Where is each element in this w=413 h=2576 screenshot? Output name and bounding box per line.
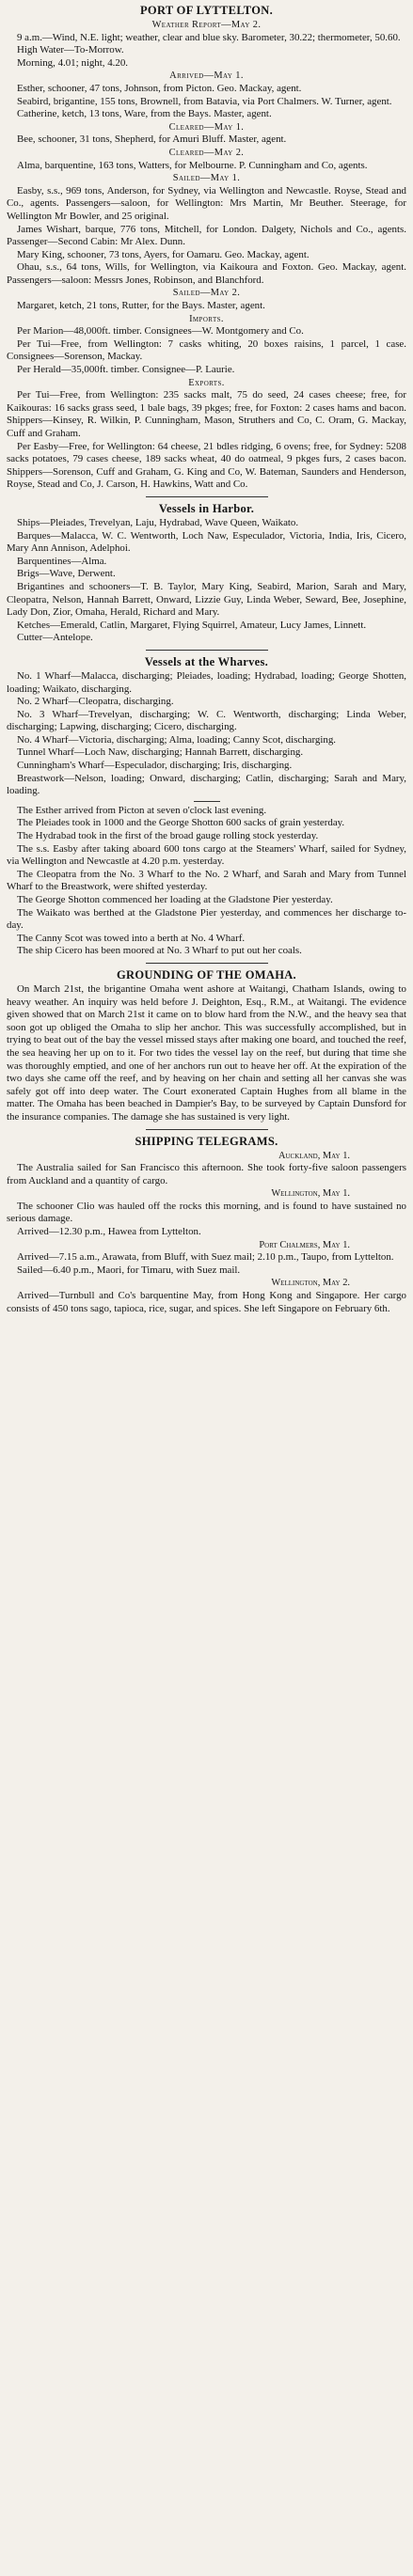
paragraph: Per Tui—Free, from Wellington: 235 sacks malt, 75 do seed, 24 cases cheese; free, for Kaikouras: 16 sacks grass seed, 1 bale bags, 39 pkges; free, for Foxton: 2 cases hams and bacon. Shippers—Kinsey, R. Wilkin, P. Cunningham, Mason, Struthers and Co, C. Oram, G. Mackay, Cuff and Graham.	[7, 389, 406, 439]
paragraph: Breastwork—Nelson, loading; Onward, discharging; Catlin, discharging; Sarah and Mary, loading.	[7, 772, 406, 797]
paragraph: Cutter—Antelope.	[17, 632, 93, 644]
section-heading: Vessels at the Wharves.	[144, 654, 269, 668]
paragraph: Sailed—6.40 p.m., Maori, for Timaru, with Suez mail.	[17, 1264, 241, 1276]
subheading: Cleared—May 2.	[168, 147, 245, 158]
paragraph: The Pleiades took in 1000 and the George Shotton 600 sacks of grain yesterday.	[17, 817, 345, 829]
subheading: Sailed—May 1.	[172, 173, 241, 184]
paragraph: No. 2 Wharf—Cleopatra, discharging.	[17, 696, 174, 708]
paragraph: The George Shotton commenced her loading at the Gladstone Pier yesterday.	[17, 894, 333, 905]
paragraph: Bee, schooner, 31 tons, Shepherd, for Amuri Bluff. Master, agent.	[17, 134, 287, 146]
paragraph: Margaret, ketch, 21 tons, Rutter, for the Bays. Master, agent.	[17, 300, 265, 312]
section-heading: Vessels in Harbor.	[158, 501, 255, 515]
paragraph: Easby, s.s., 969 tons, Anderson, for Sydney, via Wellington and Newcastle. Royse, Stead and Co., agents. Passengers—saloon, for Wellington: Mrs Martin, Mr Beuther. Steerage, for Wellington Mr Bowler, and 25 original.	[7, 184, 406, 222]
subheading: Exports.	[188, 377, 225, 388]
paragraph: The Hydrabad took in the first of the broad gauge rolling stock yesterday.	[17, 830, 319, 842]
paragraph: Seabird, brigantine, 155 tons, Brownell, from Batavia, via Port Chalmers. W. Turner, agent.	[17, 95, 392, 107]
paragraph: 9 a.m.—Wind, N.E. light; weather, clear and blue sky. Barometer, 30.22; thermometer, 50.60.	[17, 31, 401, 43]
paragraph: The ship Cicero has been moored at No. 3 Wharf to put out her coals.	[17, 945, 302, 957]
paragraph: On March 21st, the brigantine Omaha went ashore at Waitangi, Chatham Islands, owing to heavy weather. An inquiry was held before J. Deighton, Esq., R.M., at Waitangi. The evidence given showed that on March 21st it came on to blow hard from the N.W., and the heavy sea that soon got up obliged the Omaha to slip her anchor. This was successfully accomplished, but in trying to beat out of the bay the vessel missed stays after making one board, and touched the reef, the sea heaving her up on to it. For two tides the vessel lay on the reef, but during that time she was thoroughly emptied, and one of her anchors run out to heave her off. At the expiration of the two days she came off the reef, and by heaving on her chain and setting all her canvas she was safely got off into deep water. The Court exonerated Captain Hughes from all blame in the matter. The Omaha has been beached in Dampier's Bay, to be surveyed by Captain Dunsford for the insurance companies. The damage she has sustained is very light.	[7, 982, 406, 1123]
dateline: Auckland, May 1.	[278, 1150, 350, 1161]
paragraph: No. 3 Wharf—Trevelyan, discharging; W. C. Wentworth, discharging; Linda Weber, discharging; Lapwing, discharging; Cicero, discharging.	[7, 708, 406, 733]
subheading: Arrived—May 1.	[169, 71, 244, 82]
paragraph: The Cleopatra from the No. 3 Wharf to the No. 2 Wharf, and Sarah and Mary from Tunnel Wharf to the Breastwork, were shifted yesterday.	[7, 868, 406, 893]
paragraph: The Canny Scot was towed into a berth at No. 4 Wharf.	[17, 932, 246, 944]
paragraph: Per Easby—Free, for Wellington: 64 cheese, 21 bdles ridging, 6 ovens; free, for Sydney: 5208 sacks potatoes, 79 cases cheese, 189 sacks wheat, 40 do oatmeal, 9 pkges furs, 2 cases bacon. Shippers—Sorenson, Cuff and Graham, G. King and Co, W. Bateman, Saunders and Henderson, Royse, Stead and Co, J. Carson, H. Hawkins, Watt and Co.	[7, 440, 406, 491]
subheading: Cleared—May 1.	[168, 121, 245, 133]
divider-rule	[146, 963, 268, 964]
paragraph: Cunningham's Wharf—Especulador, discharging; Iris, discharging.	[17, 760, 293, 772]
subheading: Weather Report—May 2.	[151, 20, 262, 30]
article-section	[7, 963, 406, 1124]
paragraph: Ohau, s.s., 64 tons, Wills, for Wellington, via Kaikoura and Foxton. Geo. Mackay, agent. Passengers—saloon: Messrs Jones, Robinson, and Blanchford.	[7, 261, 406, 286]
paragraph: Per Herald—35,000ft. timber. Consignee—P. Laurie.	[17, 364, 235, 376]
paragraph: Tunnel Wharf—Loch Naw, discharging; Hannah Barrett, discharging.	[17, 746, 304, 759]
paragraph: The Australia sailed for San Francisco this afternoon. She took forty-five saloon passengers from Auckland and a quantity of cargo.	[7, 1162, 406, 1186]
paragraph: Brigs—Wave, Derwent.	[17, 568, 116, 580]
divider-rule	[146, 496, 268, 497]
article-section	[7, 1129, 406, 1316]
paragraph: Alma, barquentine, 163 tons, Watters, for Melbourne. P. Cunningham and Co, agents.	[17, 159, 368, 171]
paragraph: The schooner Clio was hauled off the rocks this morning, and is found to have sustained no serious damage.	[7, 1200, 406, 1225]
paragraph: Ships—Pleiades, Trevelyan, Laju, Hydrabad, Wave Queen, Waikato.	[17, 516, 299, 528]
subheading: Sailed—May 2.	[172, 288, 241, 299]
paragraph: The Esther arrived from Picton at seven o'clock last evening.	[17, 804, 267, 816]
dateline: Port Chalmers, May 1.	[259, 1239, 350, 1250]
paragraph: No. 1 Wharf—Malacca, discharging; Pleiades, loading; Hydrabad, loading; George Shotten, loading; Waikato, discharging.	[7, 669, 406, 695]
paragraph: Arrived—Turnbull and Co's barquentine May, from Hong Kong and Singapore. Her cargo consists of 450 tons sago, tapioca, rice, sugar, and spices. She left Singapore on February 6th.	[7, 1290, 406, 1314]
paragraph: Barques—Malacca, W. C. Wentworth, Loch Naw, Especulador, Victoria, India, Iris, Cicero, Mary Ann Annison, Adelphoi.	[7, 529, 406, 555]
paragraph: Arrived—7.15 a.m., Arawata, from Bluff, with Suez mail; 2.10 p.m., Taupo, from Lyttelton.	[17, 1251, 394, 1264]
dateline: Wellington, May 2.	[271, 1278, 350, 1289]
divider-rule	[194, 801, 220, 802]
paragraph: Arrived—12.30 p.m., Hawea from Lyttelton.	[17, 1226, 201, 1238]
paragraph: Mary King, schooner, 73 tons, Ayers, for Oamaru. Geo. Mackay, agent.	[17, 248, 310, 260]
article-section	[7, 3, 406, 492]
paragraph: James Wishart, barque, 776 tons, Mitchell, for London. Dalgety, Nichols and Co., agents. Passenger—Second Cabin: Mr Alex. Dunn.	[7, 223, 406, 248]
subheading: Imports.	[189, 313, 224, 324]
paragraph: Barquentines—Alma.	[17, 555, 107, 567]
paragraph: No. 4 Wharf—Victoria, discharging; Alma, loading; Canny Scot, discharging.	[17, 733, 337, 746]
paragraph: The Waikato was berthed at the Gladstone Pier yesterday, and commences her discharge to-day.	[7, 906, 406, 932]
article-section	[7, 496, 406, 645]
article-section	[7, 801, 406, 958]
paragraph: Brigantines and schooners—T. B. Taylor, Mary King, Seabird, Marion, Sarah and Mary, Cleopatra, Nelson, Hannah Barrett, Onward, Lizzie Guy, Linda Weber, Seward, Bee, Josephine, Lady Don, Zior, Omaha, Herald, Richard and Mary.	[7, 580, 406, 619]
section-heading: SHIPPING TELEGRAMS.	[135, 1134, 278, 1148]
section-heading: GROUNDING OF THE OMAHA.	[117, 967, 296, 982]
section-heading: PORT OF LYTTELTON.	[139, 4, 273, 17]
paragraph: Ketches—Emerald, Catlin, Margaret, Flying Squirrel, Amateur, Lucy James, Linnett.	[17, 619, 367, 631]
paragraph: Per Tui—Free, from Wellington: 7 casks whiting, 20 boxes raisins, 1 parcel, 1 case. Consignees—Sorenson, Mackay.	[7, 338, 406, 363]
paragraph: Esther, schooner, 47 tons, Johnson, from Picton. Geo. Mackay, agent.	[17, 82, 302, 94]
divider-rule	[146, 1129, 268, 1130]
paragraph: The s.s. Easby after taking aboard 600 tons cargo at the Steamers' Wharf, sailed for Sydney, via Wellington and Newcastle at 4.20 p.m. yesterday.	[7, 842, 406, 868]
article-section	[7, 650, 406, 798]
paragraph: Catherine, ketch, 13 tons, Ware, from the Bays. Master, agent.	[17, 108, 272, 120]
dateline: Wellington, May 1.	[271, 1188, 350, 1200]
paragraph: Per Marion—48,000ft. timber. Consignees—W. Montgomery and Co.	[17, 325, 304, 338]
paragraph: Morning, 4.01; night, 4.20.	[17, 56, 128, 69]
paragraph: High Water—To-Morrow.	[17, 44, 124, 56]
divider-rule	[146, 650, 268, 651]
